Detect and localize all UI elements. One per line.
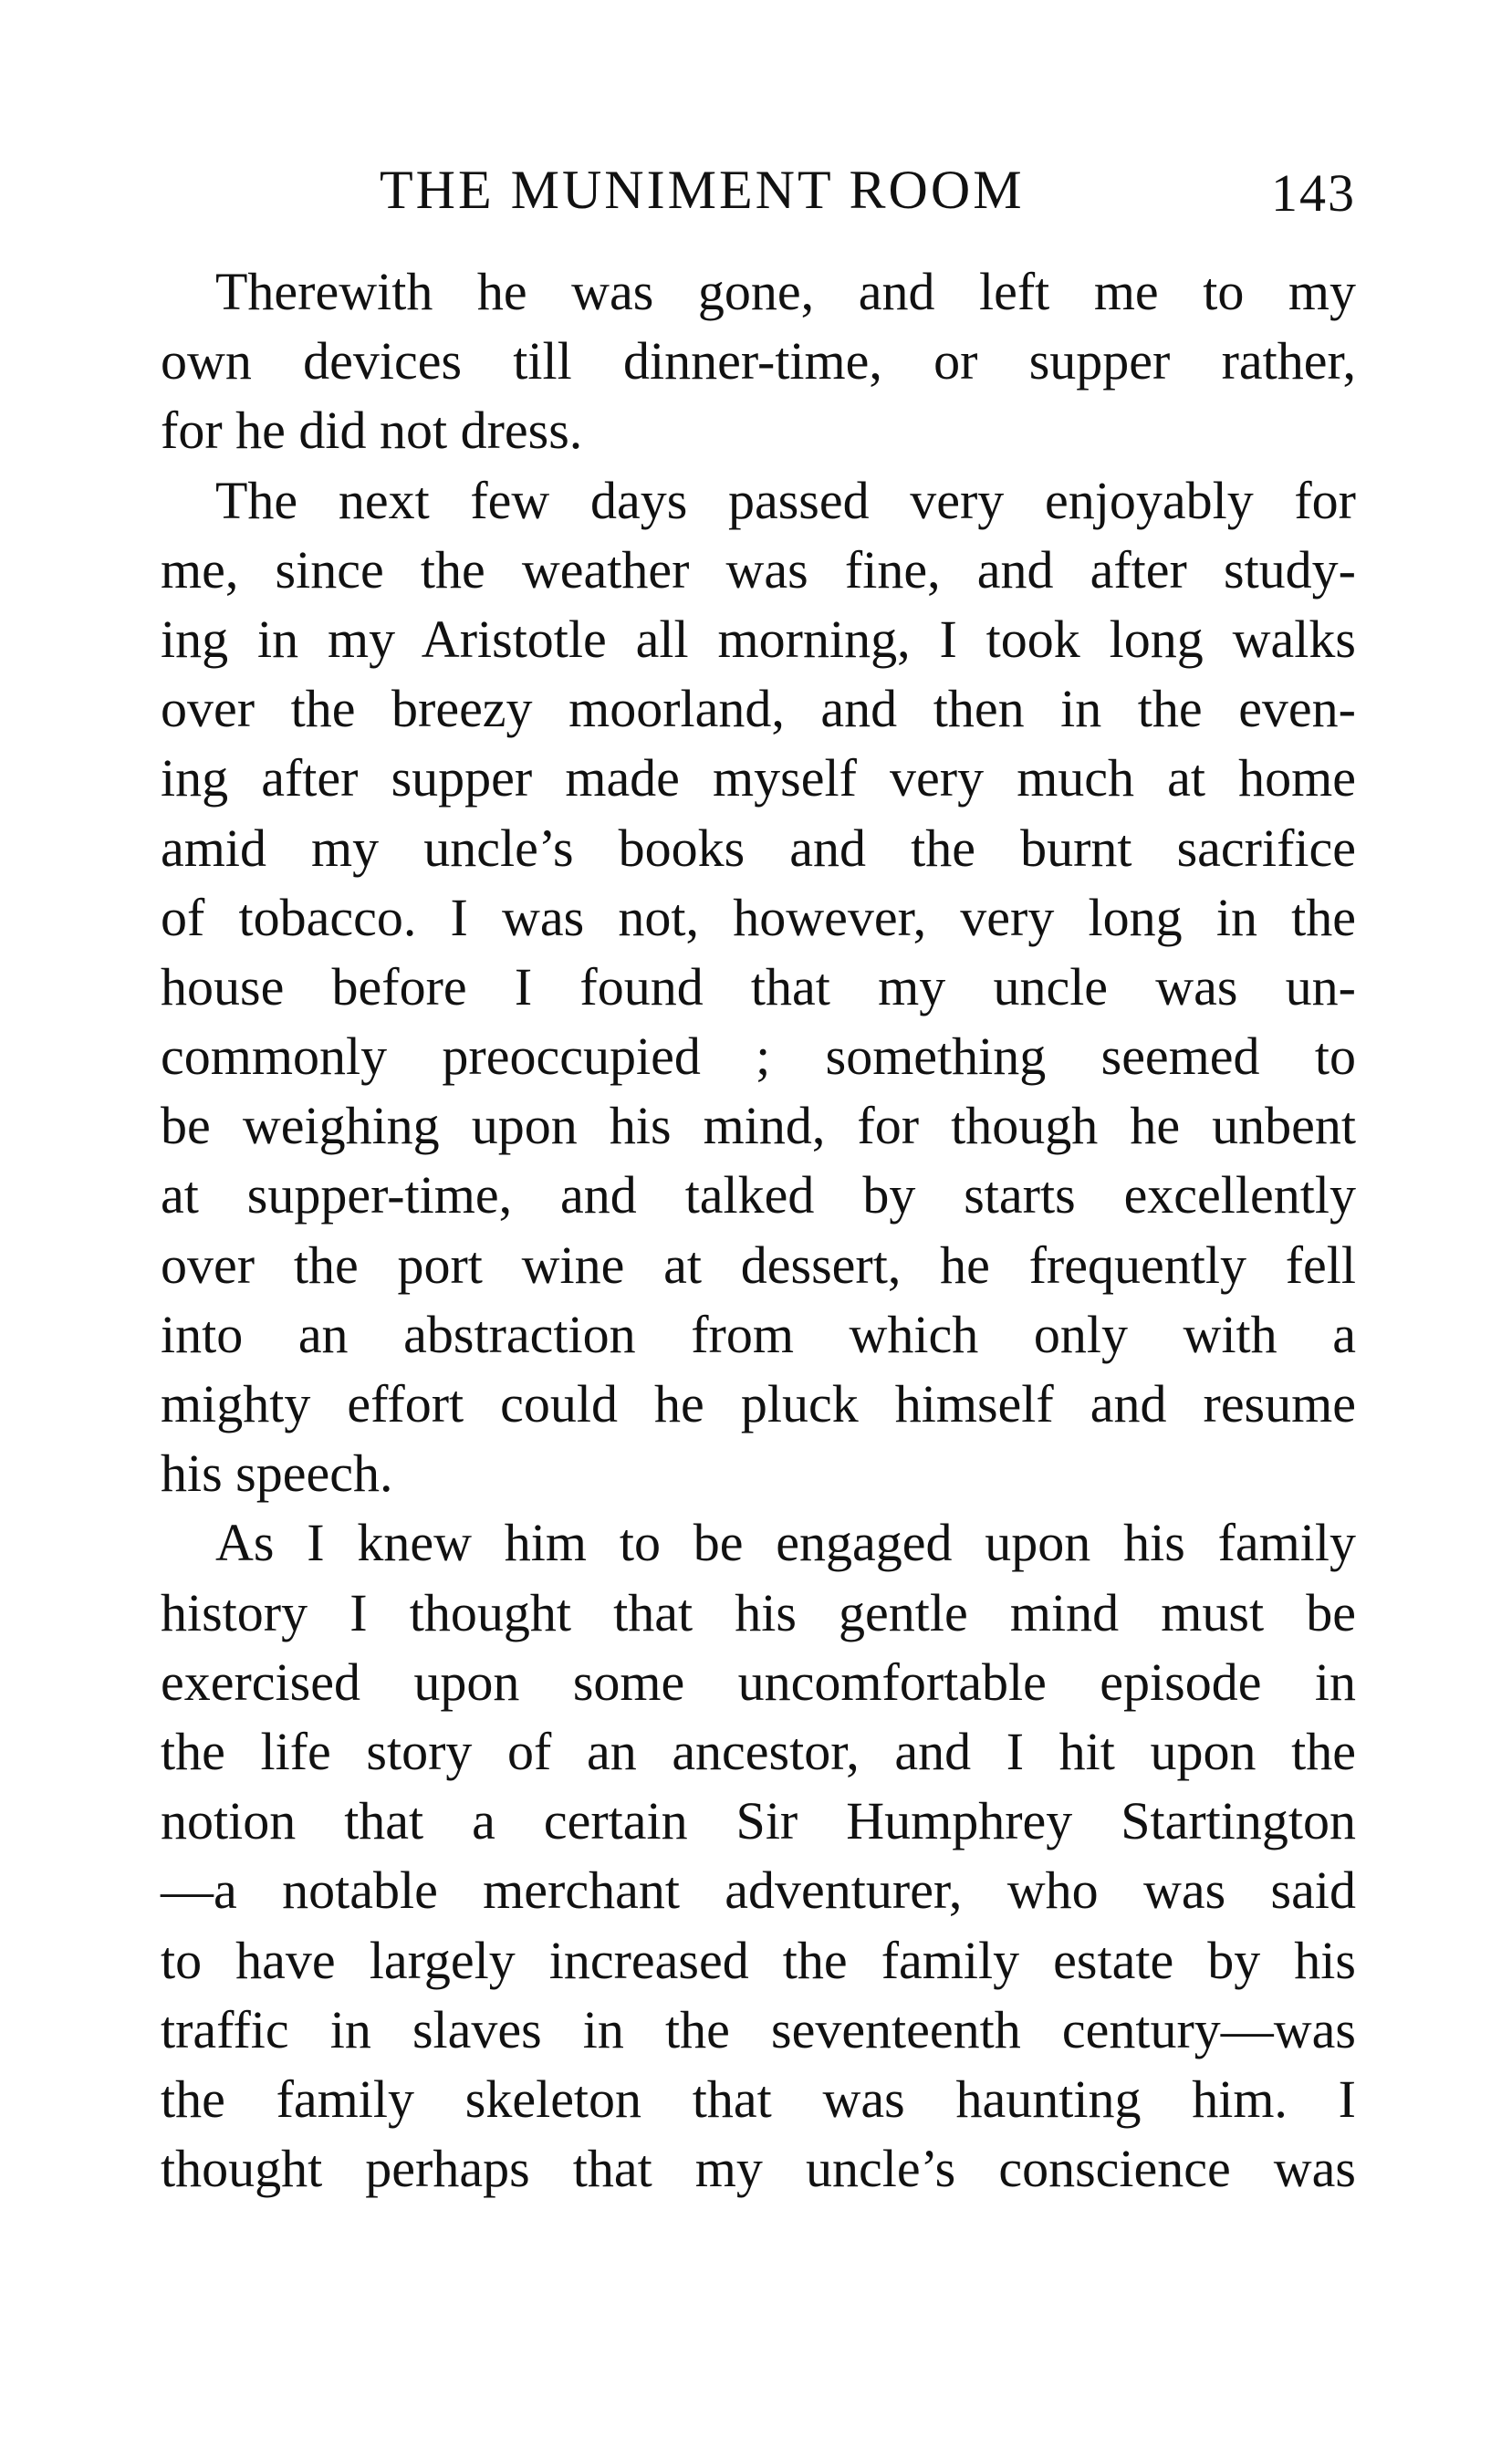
text-line: the family skeleton that was haunting him. I bbox=[161, 2069, 1356, 2129]
text-line: commonly preoccupied ; something seemed to bbox=[161, 1027, 1356, 1087]
text-line: amid my uncle’s books and the burnt sacrifice bbox=[161, 818, 1356, 878]
text-line: The next few days passed very enjoyably for bbox=[215, 470, 1356, 530]
text-line: notion that a certain Sir Humphrey Startington bbox=[161, 1791, 1356, 1851]
text-line: thought perhaps that my uncle’s conscience was bbox=[161, 2139, 1356, 2199]
text-line: mighty effort could he pluck himself and resume bbox=[161, 1374, 1356, 1433]
text-line: ing in my Aristotle all morning, I took long walks bbox=[161, 609, 1356, 669]
text-line: over the breezy moorland, and then in the even- bbox=[161, 679, 1356, 739]
text-line: of tobacco. I was not, however, very long in the bbox=[161, 887, 1356, 947]
text-line: As I knew him to be engaged upon his family bbox=[215, 1513, 1356, 1573]
text-line: own devices till dinner-time, or supper rather, bbox=[161, 331, 1356, 391]
text-line: to have largely increased the family estate by his bbox=[161, 1930, 1356, 1990]
text-line: traffic in slaves in the seventeenth century—was bbox=[161, 1999, 1356, 2059]
text-line: —a notable merchant adventurer, who was said bbox=[161, 1861, 1356, 1921]
text-line: house before I found that my uncle was un- bbox=[161, 956, 1356, 1016]
page-number: 143 bbox=[1271, 163, 1356, 223]
body-text bbox=[161, 257, 1356, 2204]
text-line: history I thought that his gentle mind must be bbox=[161, 1582, 1356, 1642]
text-line: at supper-time, and talked by starts excellently bbox=[161, 1165, 1356, 1225]
running-title: THE MUNIMENT ROOM bbox=[380, 160, 1025, 220]
text-line: ing after supper made myself very much at home bbox=[161, 748, 1356, 808]
text-line: me, since the weather was fine, and after study- bbox=[161, 539, 1356, 599]
text-line: exercised upon some uncomfortable episode in bbox=[161, 1652, 1356, 1712]
text-line: the life story of an ancestor, and I hit upon the bbox=[161, 1721, 1356, 1781]
text-line: over the port wine at dessert, he frequently fell bbox=[161, 1235, 1356, 1295]
text-line: be weighing upon his mind, for though he unbent bbox=[161, 1096, 1356, 1156]
text-line: into an abstraction from which only with a bbox=[161, 1304, 1356, 1364]
text-line: his speech. bbox=[161, 1444, 393, 1504]
running-head bbox=[161, 153, 1356, 226]
text-line: Therewith he was gone, and left me to my bbox=[215, 262, 1356, 321]
text-line: for he did not dress. bbox=[161, 401, 583, 461]
